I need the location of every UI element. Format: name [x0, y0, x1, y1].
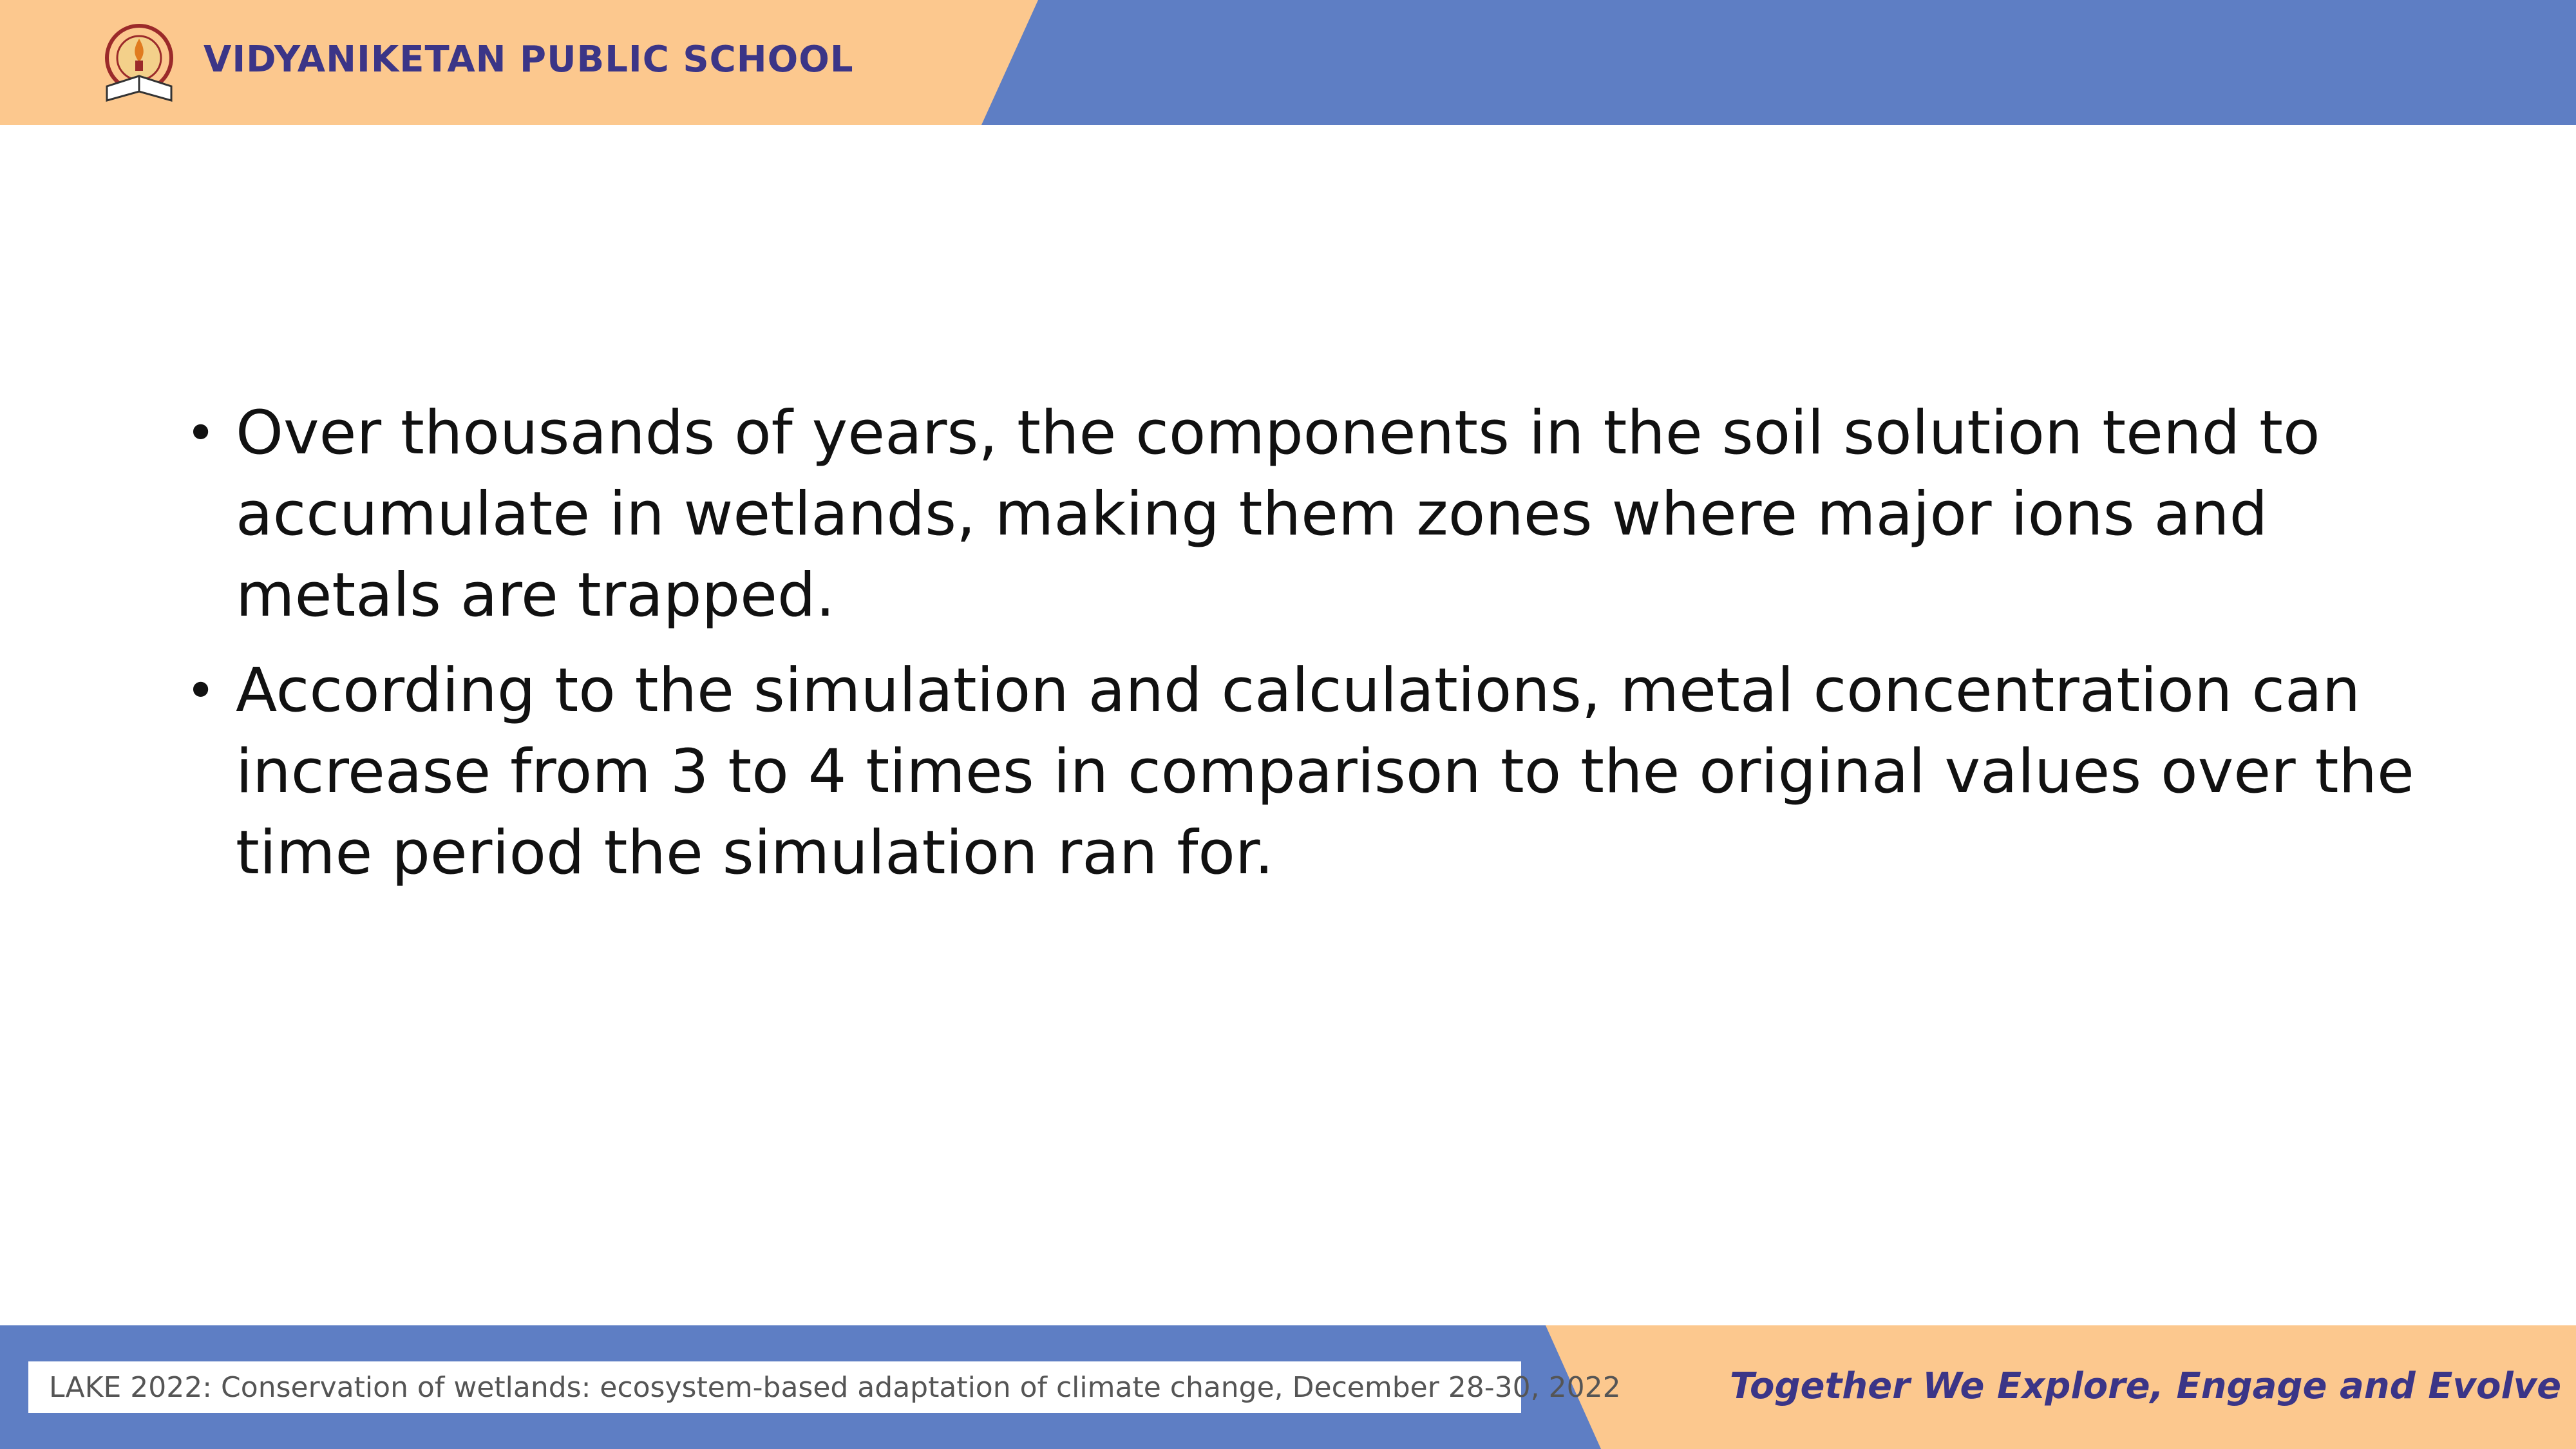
bullet-icon: • — [185, 661, 216, 721]
bullet-item — [180, 393, 2434, 636]
bullet-item — [180, 650, 2434, 894]
footer-banner — [0, 1325, 2576, 1449]
bullet-icon: • — [185, 403, 216, 463]
bullet-text: According to the simulation and calculations, metal concentration can increase from 3 to 4 times in comparison to the original values over the time period the simulation ran for. — [236, 656, 2414, 888]
header-banner — [0, 0, 2576, 125]
school-name: VIDYANIKETAN PUBLIC SCHOOL — [204, 39, 854, 80]
conference-text: LAKE 2022: Conservation of wetlands: ecosystem-based adaptation of climate change, December 28-30, 2022 — [49, 1370, 1621, 1404]
bullet-list — [180, 393, 2434, 894]
bullet-text: Over thousands of years, the components in the soil solution tend to accumulate in wetlands, making them zones where major ions and metals are trapped. — [236, 398, 2320, 630]
slide-content — [180, 393, 2434, 908]
school-emblem-icon — [95, 21, 183, 106]
school-tagline: Together We Explore, Engage and Evolve — [1730, 1365, 2562, 1407]
conference-info-box — [28, 1361, 1621, 1413]
